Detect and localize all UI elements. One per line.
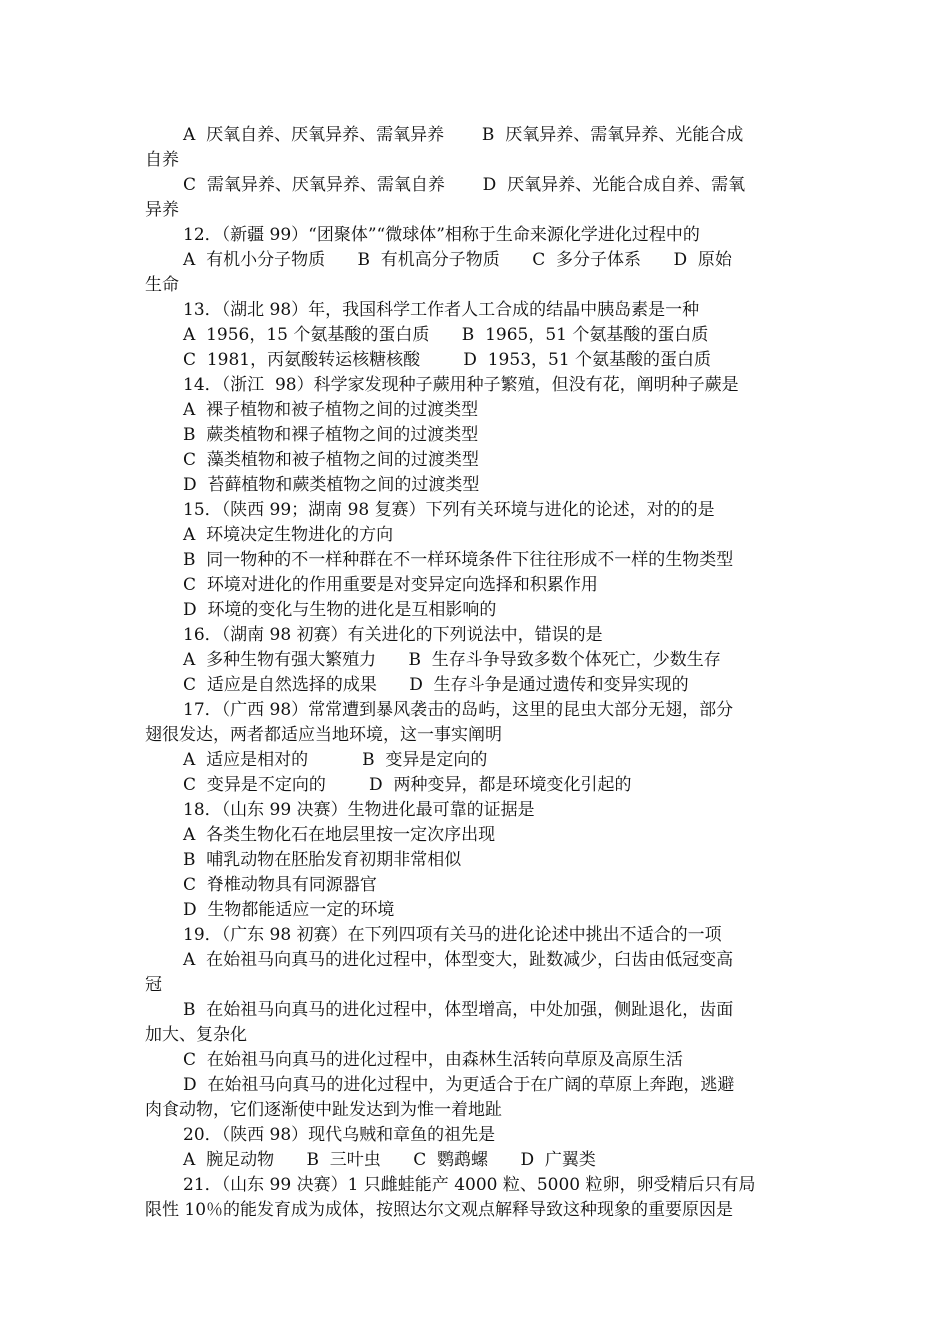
- text-line: 限性 10％的能发育成为成体，按照达尔文观点解释导致这种现象的重要原因是: [145, 1200, 734, 1220]
- text-line: A 在始祖马向真马的进化过程中，体型变大，趾数减少，臼齿由低冠变高: [183, 950, 734, 970]
- text-line: 19．（广东 98 初赛）在下列四项有关马的进化论述中挑出不适合的一项: [183, 925, 722, 945]
- text-line: B 同一物种的不一样种群在不一样环境条件下往往形成不一样的生物类型: [183, 550, 734, 570]
- text-line: C 藻类植物和被子植物之间的过渡类型: [183, 450, 479, 470]
- text-line: D 在始祖马向真马的进化过程中，为更适合于在广阔的草原上奔跑，逃避: [183, 1075, 735, 1095]
- text-line: 自养: [145, 150, 179, 170]
- text-line: A 裸子植物和被子植物之间的过渡类型: [183, 400, 479, 420]
- text-line: B 哺乳动物在胚胎发育初期非常相似: [183, 850, 462, 870]
- text-line: 18．（山东 99 决赛）生物进化最可靠的证据是: [183, 800, 535, 820]
- text-line: 异养: [145, 200, 179, 220]
- text-line: A 腕足动物 B 三叶虫 C 鹦鹉螺 D 广翼类: [183, 1150, 596, 1170]
- text-line: 肉食动物，它们逐渐使中趾发达到为惟一着地趾: [145, 1100, 502, 1120]
- text-line: 翅很发达，两者都适应当地环境，这一事实阐明: [145, 725, 502, 745]
- text-line: B 蕨类植物和裸子植物之间的过渡类型: [183, 425, 479, 445]
- text-line: D 环境的变化与生物的进化是互相影响的: [183, 600, 497, 620]
- text-line: A 厌氧自养、厌氧异养、需氧异养 B 厌氧异养、需氧异养、光能合成: [183, 125, 744, 145]
- text-line: C 环境对进化的作用重要是对变异定向选择和积累作用: [183, 575, 598, 595]
- text-line: 加大、复杂化: [145, 1025, 247, 1045]
- text-line: 17．（广西 98）常常遭到暴风袭击的岛屿，这里的昆虫大部分无翅，部分: [183, 700, 734, 720]
- text-line: D 苔藓植物和蕨类植物之间的过渡类型: [183, 475, 480, 495]
- text-line: A 各类生物化石在地层里按一定次序出现: [183, 825, 496, 845]
- text-line: C 在始祖马向真马的进化过程中，由森林生活转向草原及高原生活: [183, 1050, 683, 1070]
- text-line: A 1956，15 个氨基酸的蛋白质 B 1965，51 个氨基酸的蛋白质: [183, 325, 709, 345]
- text-line: A 有机小分子物质 B 有机高分子物质 C 多分子体系 D 原始: [183, 250, 732, 270]
- text-line: 21．（山东 99 决赛）1 只雌蛙能产 4000 粒、5000 粒卵，卵受精后只有局: [183, 1175, 756, 1195]
- text-line: C 变异是不定向的 D 两种变异，都是环境变化引起的: [183, 775, 632, 795]
- text-line: A 环境决定生物进化的方向: [183, 525, 394, 545]
- text-line: D 生物都能适应一定的环境: [183, 900, 395, 920]
- document-page: [145, 123, 810, 1223]
- text-line: 12．（新疆 99）“团聚体”“微球体”相称于生命来源化学进化过程中的: [183, 225, 700, 245]
- text-line: 20．（陕西 98）现代乌贼和章鱼的祖先是: [183, 1125, 496, 1145]
- text-line: A 适应是相对的 B 变异是定向的: [183, 750, 488, 770]
- text-line: 生命: [145, 275, 179, 295]
- text-line: A 多种生物有强大繁殖力 B 生存斗争导致多数个体死亡，少数生存: [183, 650, 721, 670]
- text-line: B 在始祖马向真马的进化过程中，体型增高，中处加强，侧趾退化，齿面: [183, 1000, 734, 1020]
- text-line: C 适应是自然选择的成果 D 生存斗争是通过遗传和变异实现的: [183, 675, 689, 695]
- text-line: C 脊椎动物具有同源器官: [183, 875, 377, 895]
- text-line: 16．（湖南 98 初赛）有关进化的下列说法中，错误的是: [183, 625, 603, 645]
- text-line: C 1981，丙氨酸转运核糖核酸 D 1953，51 个氨基酸的蛋白质: [183, 350, 712, 370]
- text-line: 15．（陕西 99；湖南 98 复赛）下列有关环境与进化的论述，对的的是: [183, 500, 715, 520]
- text-line: 冠: [145, 975, 162, 995]
- text-line: 13．（湖北 98）年，我国科学工作者人工合成的结晶中胰岛素是一种: [183, 300, 700, 320]
- text-line: C 需氧异养、厌氧异养、需氧自养 D 厌氧异养、光能合成自养、需氧: [183, 175, 746, 195]
- text-line: 14．（浙江 98）科学家发现种子蕨用种子繁殖，但没有花，阐明种子蕨是: [183, 375, 739, 395]
